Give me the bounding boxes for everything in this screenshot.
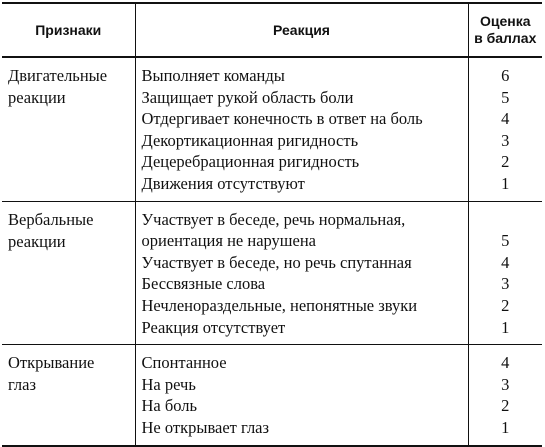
score-value: 2 bbox=[501, 295, 510, 315]
reaction-line: Отдергивает конечность в ответ на боль bbox=[141, 109, 423, 129]
sign-line-1: Двигательные bbox=[8, 66, 108, 85]
group-scores bbox=[468, 57, 542, 201]
sign-line-1: Открывание bbox=[8, 353, 95, 373]
glasgow-coma-scale-table bbox=[2, 2, 542, 447]
group-sign bbox=[2, 57, 135, 201]
header-row bbox=[2, 3, 542, 57]
reaction-line: Выполняет команды bbox=[141, 66, 285, 85]
group-sign bbox=[2, 345, 135, 446]
reaction-line: На речь bbox=[141, 374, 196, 394]
reaction-line: Бессвязные слова bbox=[141, 274, 266, 294]
score-value: 3 bbox=[501, 130, 510, 150]
table-body bbox=[2, 57, 542, 446]
reaction-line: Участвует в беседе, речь нормальная, bbox=[141, 209, 406, 229]
group-reactions bbox=[135, 345, 468, 446]
reaction-line: Реакция отсутствует bbox=[141, 317, 286, 337]
score-value: 5 bbox=[501, 231, 510, 251]
group-eye-opening bbox=[2, 345, 542, 446]
sign-line-2: реакции bbox=[8, 88, 66, 107]
sign-line-1: Вербальные bbox=[8, 209, 94, 229]
score-value: 2 bbox=[501, 152, 510, 172]
score-value: 1 bbox=[501, 417, 510, 437]
reaction-line: Спонтанное bbox=[141, 353, 227, 373]
group-motor bbox=[2, 57, 542, 201]
score-value: 5 bbox=[501, 87, 510, 107]
group-sign bbox=[2, 201, 135, 345]
score-value: 2 bbox=[501, 396, 510, 416]
score-value: 1 bbox=[501, 317, 510, 337]
reaction-line: Децеребрационная ригидность bbox=[141, 152, 360, 172]
score-value: 3 bbox=[501, 374, 510, 394]
header-sign: Признаки bbox=[2, 3, 135, 57]
score-value: 3 bbox=[501, 274, 510, 294]
group-verbal bbox=[2, 201, 542, 345]
reaction-line: Участвует в беседе, но речь спутанная bbox=[141, 252, 412, 272]
reaction-line: Нечленораздельные, непонятные звуки bbox=[141, 295, 418, 315]
reaction-line: Защищает рукой область боли bbox=[141, 87, 354, 107]
score-value: 4 bbox=[501, 353, 510, 373]
reaction-line: Не открывает глаз bbox=[141, 417, 270, 437]
reaction-line: На боль bbox=[141, 396, 198, 416]
header-reaction: Реакция bbox=[135, 3, 468, 57]
group-scores bbox=[468, 201, 542, 345]
score-value: 6 bbox=[501, 66, 510, 85]
score-value: 1 bbox=[501, 173, 510, 193]
header-score bbox=[468, 3, 542, 57]
sign-line-2: реакции bbox=[8, 231, 66, 251]
score-value bbox=[475, 209, 537, 231]
score-value: 4 bbox=[501, 252, 510, 272]
reaction-line: Движения отсутствуют bbox=[141, 173, 305, 193]
group-scores bbox=[468, 345, 542, 446]
header-score-line-1: Оценка bbox=[479, 13, 531, 29]
group-reactions bbox=[135, 57, 468, 201]
header-score-line-2: в баллах bbox=[474, 30, 537, 46]
reaction-line: Декортикационная ригидность bbox=[141, 130, 359, 150]
sign-line-2: глаз bbox=[8, 375, 37, 395]
group-reactions bbox=[135, 201, 468, 345]
reaction-line: ориентация не нарушена bbox=[141, 231, 316, 251]
score-value: 4 bbox=[501, 109, 510, 129]
